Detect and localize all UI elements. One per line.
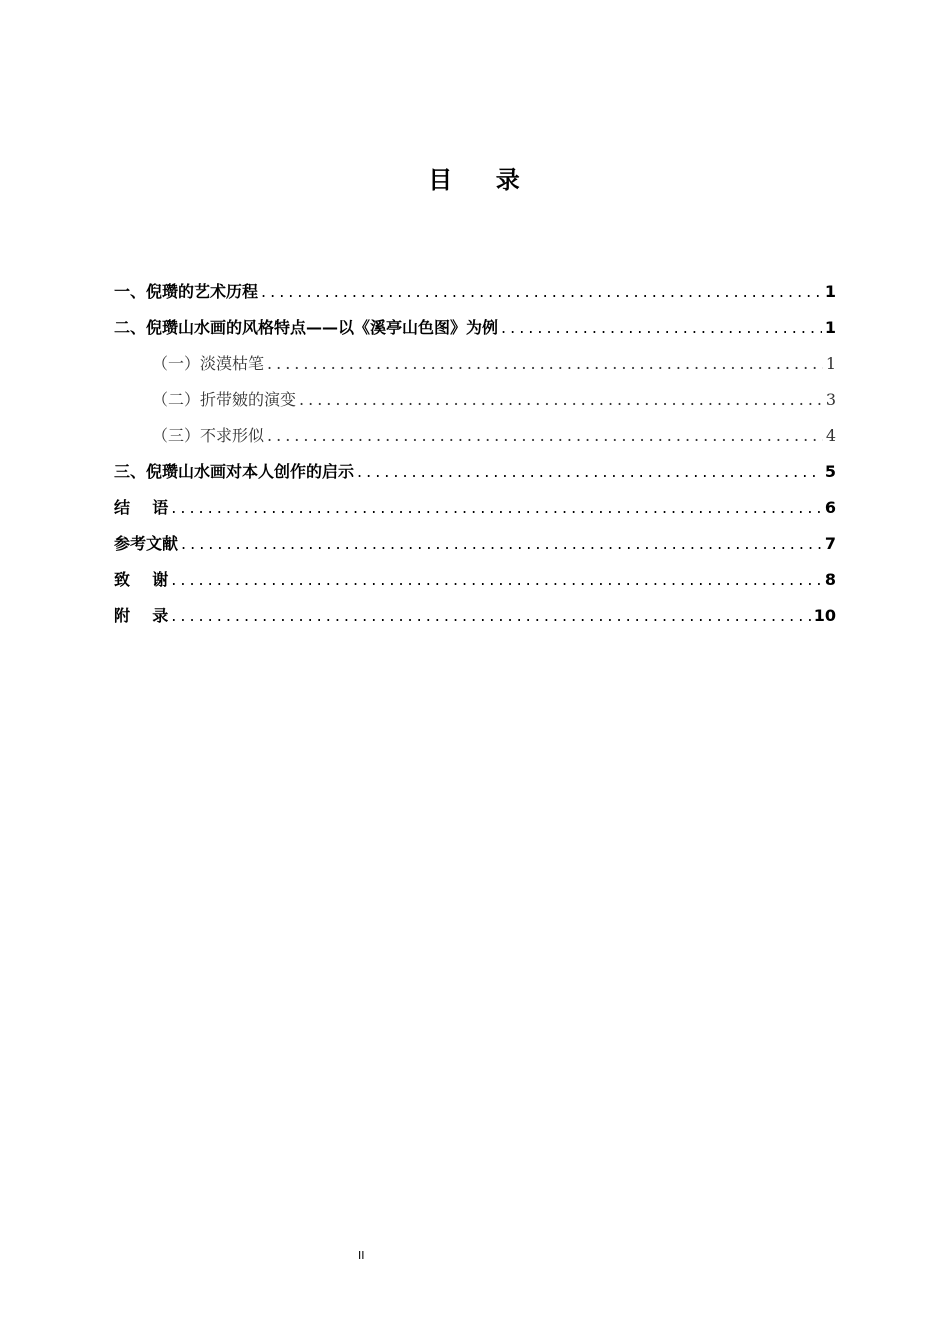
toc-entry[interactable] bbox=[114, 566, 836, 602]
toc-entry[interactable] bbox=[114, 494, 836, 530]
toc-leader-dots bbox=[261, 278, 822, 306]
toc-entry-label: （一）淡漠枯笔 bbox=[152, 354, 265, 373]
toc-entry[interactable] bbox=[114, 602, 836, 638]
toc-entry[interactable] bbox=[114, 530, 836, 566]
toc-subentry[interactable] bbox=[114, 350, 836, 386]
toc-entry-page: 1 bbox=[824, 318, 836, 337]
toc-entry-page: 6 bbox=[824, 498, 836, 517]
toc-entry-page: 8 bbox=[824, 570, 836, 589]
toc-entry-label: 二、倪瓒山水画的风格特点——以《溪亭山色图》为例 bbox=[114, 318, 499, 337]
toc-leader-dots bbox=[299, 386, 823, 414]
toc-leader-dots bbox=[171, 566, 822, 594]
toc-leader-dots bbox=[171, 494, 822, 522]
toc-entry-label: （二）折带皴的演变 bbox=[152, 390, 297, 409]
toc-entry-page: 3 bbox=[825, 390, 836, 409]
toc-entry-page: 5 bbox=[824, 462, 836, 481]
page-title: 目 录 bbox=[428, 166, 522, 194]
table-of-contents bbox=[114, 278, 836, 638]
toc-entry-page: 7 bbox=[824, 534, 836, 553]
toc-entry-page: 10 bbox=[813, 606, 836, 625]
page-number: II bbox=[358, 1249, 365, 1262]
toc-entry[interactable] bbox=[114, 314, 836, 350]
toc-entry-label: 附 录 bbox=[114, 606, 169, 625]
toc-leader-dots bbox=[357, 458, 822, 486]
toc-entry-page: 1 bbox=[825, 354, 836, 373]
toc-entry-label: 致 谢 bbox=[114, 570, 169, 589]
toc-leader-dots bbox=[501, 314, 822, 342]
toc-entry-page: 1 bbox=[824, 282, 836, 301]
toc-entry-label: 一、倪瓒的艺术历程 bbox=[114, 282, 259, 301]
toc-subentry[interactable] bbox=[114, 386, 836, 422]
toc-leader-dots bbox=[181, 530, 822, 558]
toc-entry-label: 结 语 bbox=[114, 498, 169, 517]
toc-leader-dots bbox=[267, 350, 823, 378]
toc-subentry[interactable] bbox=[114, 422, 836, 458]
toc-leader-dots bbox=[267, 422, 823, 450]
toc-entry-label: 参考文献 bbox=[114, 534, 179, 553]
toc-entry-page: 4 bbox=[825, 426, 836, 445]
toc-entry[interactable] bbox=[114, 278, 836, 314]
toc-entry[interactable] bbox=[114, 458, 836, 494]
toc-entry-label: 三、倪瓒山水画对本人创作的启示 bbox=[114, 462, 355, 481]
toc-entry-label: （三）不求形似 bbox=[152, 426, 265, 445]
toc-leader-dots bbox=[171, 602, 810, 630]
